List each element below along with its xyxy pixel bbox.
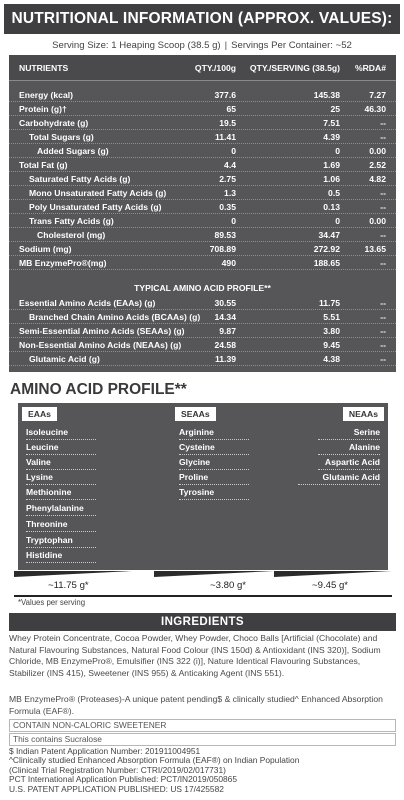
- nutrient-rda: 2.52: [369, 160, 386, 170]
- nutrient-per-100g: 11.39: [214, 354, 236, 364]
- eaas-total: ~11.75 g*: [48, 580, 89, 591]
- header-qty-100g: QTY./100g: [194, 63, 236, 73]
- nutrient-per-100g: 11.41: [214, 132, 236, 142]
- patent-note: ^Clinically studied Enhanced Absorption Formula (EAF®) on Indian Population: [9, 755, 300, 766]
- nutrient-per-100g: 1.3: [224, 188, 236, 198]
- nutrient-name: Protein (g)†: [19, 104, 67, 114]
- nutrient-per-serving: 7.51: [323, 118, 340, 128]
- nutrient-rda: --: [380, 118, 386, 128]
- eaa-item: Phenylalanine: [26, 503, 96, 516]
- nutrient-per-100g: 490: [221, 258, 236, 268]
- seaa-item: Cysteine: [179, 442, 249, 455]
- neaas-total: ~9.45 g*: [312, 580, 349, 591]
- eaas-tag: EAAs: [22, 407, 57, 421]
- nutrient-per-100g: 9.87: [219, 326, 236, 336]
- neaas-wedge: [274, 571, 392, 577]
- nutrient-rda: --: [380, 132, 386, 142]
- ingredients-text: Whey Protein Concentrate, Cocoa Powder, Whey Powder, Choco Balls [Artificial (Chocolate) and Natural Flavouring Substances, Natural Food Colour (INS 150d) & Antioxidant (INS 320)], Sodium Chloride, MB EnzymePro®, Emulsifier (INS 322 (i)], Nature Identical Flavouring Substances, Stabilizer (INS 415), Sweetener (INS 955) & Anticaking Agent (INS 551).: [9, 633, 381, 678]
- nutrient-per-100g: 19.5: [219, 118, 236, 128]
- nutrient-per-100g: 0: [231, 146, 236, 156]
- nutrient-per-serving: 0.5: [328, 188, 340, 198]
- sweetener-warning: CONTAIN NON-CALORIC SWEETENER: [9, 719, 396, 732]
- serving-size: Serving Size: 1 Heaping Scoop (38.5 g): [52, 39, 221, 51]
- neaa-item: Glutamic Acid: [298, 472, 380, 485]
- nutrient-per-100g: 4.4: [224, 160, 236, 170]
- nutrient-name: Energy (kcal): [19, 90, 73, 100]
- table-row: [9, 103, 396, 116]
- seaa-item: Proline: [179, 472, 249, 485]
- eaa-item: Tryptophan: [26, 535, 96, 548]
- nutrient-per-100g: 30.55: [214, 298, 236, 308]
- nutrient-name: Added Sugars (g): [37, 146, 109, 156]
- nutrient-rda: --: [380, 326, 386, 336]
- nutrient-per-serving: 4.39: [323, 132, 340, 142]
- nutrient-rda: 4.82: [369, 174, 386, 184]
- nutrient-name: Glutamic Acid (g): [29, 354, 100, 364]
- table-row: [9, 325, 396, 338]
- nutrient-per-serving: 0.13: [323, 202, 340, 212]
- nutrient-rda: --: [380, 230, 386, 240]
- table-row: [9, 297, 396, 310]
- neaa-item: Serine: [318, 427, 380, 440]
- eaa-item: Isoleucine: [26, 427, 96, 440]
- nutrient-rda: --: [380, 202, 386, 212]
- servings-per-container: Servings Per Container: ~52: [231, 39, 352, 51]
- nutrient-name: Essential Amino Acids (EAAs) (g): [19, 298, 156, 308]
- nutrient-rda: 0.00: [369, 146, 386, 156]
- eaa-item: Leucine: [26, 442, 96, 455]
- eaa-item: Methionine: [26, 487, 96, 500]
- table-row: [9, 339, 396, 352]
- table-row: [9, 229, 396, 242]
- amino-totals-bar: [14, 571, 392, 597]
- neaa-item: Aspartic Acid: [318, 457, 380, 470]
- patent-notes: [9, 747, 396, 794]
- table-row: [9, 117, 396, 130]
- nutrient-name: Cholesterol (mg): [37, 230, 106, 240]
- eaa-item: Histidine: [26, 550, 96, 563]
- nutrient-per-100g: 0: [231, 216, 236, 226]
- seaas-total: ~3.80 g*: [210, 580, 247, 591]
- nutrient-per-serving: 1.69: [323, 160, 340, 170]
- nutrient-rda: 0.00: [369, 216, 386, 226]
- nutrient-per-serving: 34.47: [318, 230, 340, 240]
- nutrient-rda: 7.27: [369, 90, 386, 100]
- nutrient-per-100g: 708.89: [209, 244, 236, 254]
- nutrient-name: Poly Unsaturated Fatty Acids (g): [29, 202, 162, 212]
- ingredients-heading: INGREDIENTS: [9, 613, 396, 631]
- nutrient-per-serving: 5.51: [323, 312, 340, 322]
- table-row: [9, 145, 396, 158]
- nutrient-per-100g: 0.35: [219, 202, 236, 212]
- nutrient-per-serving: 272.92: [313, 244, 340, 254]
- nutrient-per-serving: 145.38: [313, 90, 340, 100]
- nutrition-table: [9, 55, 396, 372]
- nutrient-per-100g: 377.6: [214, 90, 236, 100]
- amino-section-title: AMINO ACID PROFILE**: [10, 381, 187, 398]
- serving-separator: |: [224, 39, 228, 51]
- nutrient-per-serving: 3.80: [323, 326, 340, 336]
- patent-note: (Clinical Trial Registration Number: CTRI/2019/02/017731): [9, 764, 226, 775]
- nutrient-rda: --: [380, 298, 386, 308]
- header-qty-serving: QTY./SERVING (38.5g): [249, 63, 340, 73]
- enzyme-statement: MB EnzymePro® (Proteases)-A unique patent pending$ & clinically studied^ Enhanced Absorption Formula (EAF®).: [9, 694, 383, 716]
- nutrient-rda: --: [380, 354, 386, 364]
- per-serving-note: *Values per serving: [18, 598, 86, 607]
- nutrient-per-100g: 24.58: [214, 340, 236, 350]
- nutrient-rda: --: [380, 258, 386, 268]
- nutrient-name: Trans Fatty Acids (g): [29, 216, 114, 226]
- neaa-item: Alanine: [318, 442, 380, 455]
- neaas-tag: NEAAs: [343, 407, 384, 421]
- nutrient-rda: --: [380, 340, 386, 350]
- nutrient-per-100g: 2.75: [219, 174, 236, 184]
- table-row: [9, 215, 396, 228]
- nutrient-name: Semi-Essential Amino Acids (SEAAs) (g): [19, 326, 185, 336]
- header-rda: %RDA#: [354, 63, 386, 73]
- table-row: [9, 311, 396, 324]
- eaas-wedge: [14, 571, 132, 577]
- seaas-tag: SEAAs: [175, 407, 216, 421]
- table-row: [9, 201, 396, 214]
- nutrition-table-header: [9, 55, 396, 81]
- nutrient-name: Carbohydrate (g): [19, 118, 89, 128]
- nutrient-name: Saturated Fatty Acids (g): [29, 174, 131, 184]
- seaa-item: Glycine: [179, 457, 249, 470]
- patent-note: PCT International Application Published: PCT/IN2019/050865: [9, 774, 237, 785]
- eaa-item: Valine: [26, 457, 96, 470]
- nutrient-rda: --: [380, 188, 386, 198]
- seaa-item: Arginine: [179, 427, 249, 440]
- nutrient-name: Total Sugars (g): [29, 132, 94, 142]
- nutrient-per-serving: 1.06: [323, 174, 340, 184]
- table-row: [9, 159, 396, 172]
- table-row: [9, 173, 396, 186]
- seaa-item: Tyrosine: [179, 487, 249, 500]
- nutrient-per-100g: 65: [226, 104, 236, 114]
- table-row: [9, 187, 396, 200]
- nutrient-name: Mono Unsaturated Fatty Acids (g): [29, 188, 167, 198]
- nutrient-name: Non-Essential Amino Acids (NEAAs) (g): [19, 340, 182, 350]
- nutrient-rda: 46.30: [364, 104, 386, 114]
- nutrition-banner: NUTRITIONAL INFORMATION (APPROX. VALUES):: [4, 4, 400, 34]
- nutrient-per-serving: 0: [335, 146, 340, 156]
- eaa-item: Lysine: [26, 472, 96, 485]
- table-row: [9, 257, 396, 270]
- seaas-wedge: [154, 571, 274, 577]
- patent-note: $ Indian Patent Application Number: 201911004951: [9, 746, 201, 756]
- nutrient-name: Branched Chain Amino Acids (BCAAs) (g): [29, 312, 201, 322]
- nutrient-name: MB EnzymePro®(mg): [19, 258, 107, 268]
- nutrient-per-serving: 188.65: [313, 258, 340, 268]
- header-nutrients: NUTRIENTS: [19, 63, 69, 73]
- patent-note: U.S. PATENT APPLICATION PUBLISHED: US 17/425582: [9, 783, 224, 794]
- nutrient-per-100g: 89.53: [214, 230, 236, 240]
- nutrient-per-serving: 25: [330, 104, 340, 114]
- table-row: [9, 353, 396, 366]
- table-row: [9, 89, 396, 102]
- sucralose-warning: This contains Sucralose: [9, 733, 396, 746]
- nutrient-rda: --: [380, 312, 386, 322]
- nutrient-per-serving: 9.45: [323, 340, 340, 350]
- table-row: [9, 243, 396, 256]
- amino-acid-panel: [18, 403, 388, 570]
- eaa-item: Threonine: [26, 519, 96, 532]
- table-row: [9, 131, 396, 144]
- serving-info: [4, 37, 400, 53]
- amino-profile-subheading: TYPICAL AMINO ACID PROFILE**: [134, 283, 271, 293]
- nutrient-per-serving: 4.38: [323, 354, 340, 364]
- nutrient-name: Sodium (mg): [19, 244, 72, 254]
- nutrient-per-serving: 0: [335, 216, 340, 226]
- nutrient-rda: 13.65: [364, 244, 386, 254]
- nutrient-per-serving: 11.75: [318, 298, 340, 308]
- nutrient-per-100g: 14.34: [214, 312, 236, 322]
- nutrient-name: Total Fat (g): [19, 160, 68, 170]
